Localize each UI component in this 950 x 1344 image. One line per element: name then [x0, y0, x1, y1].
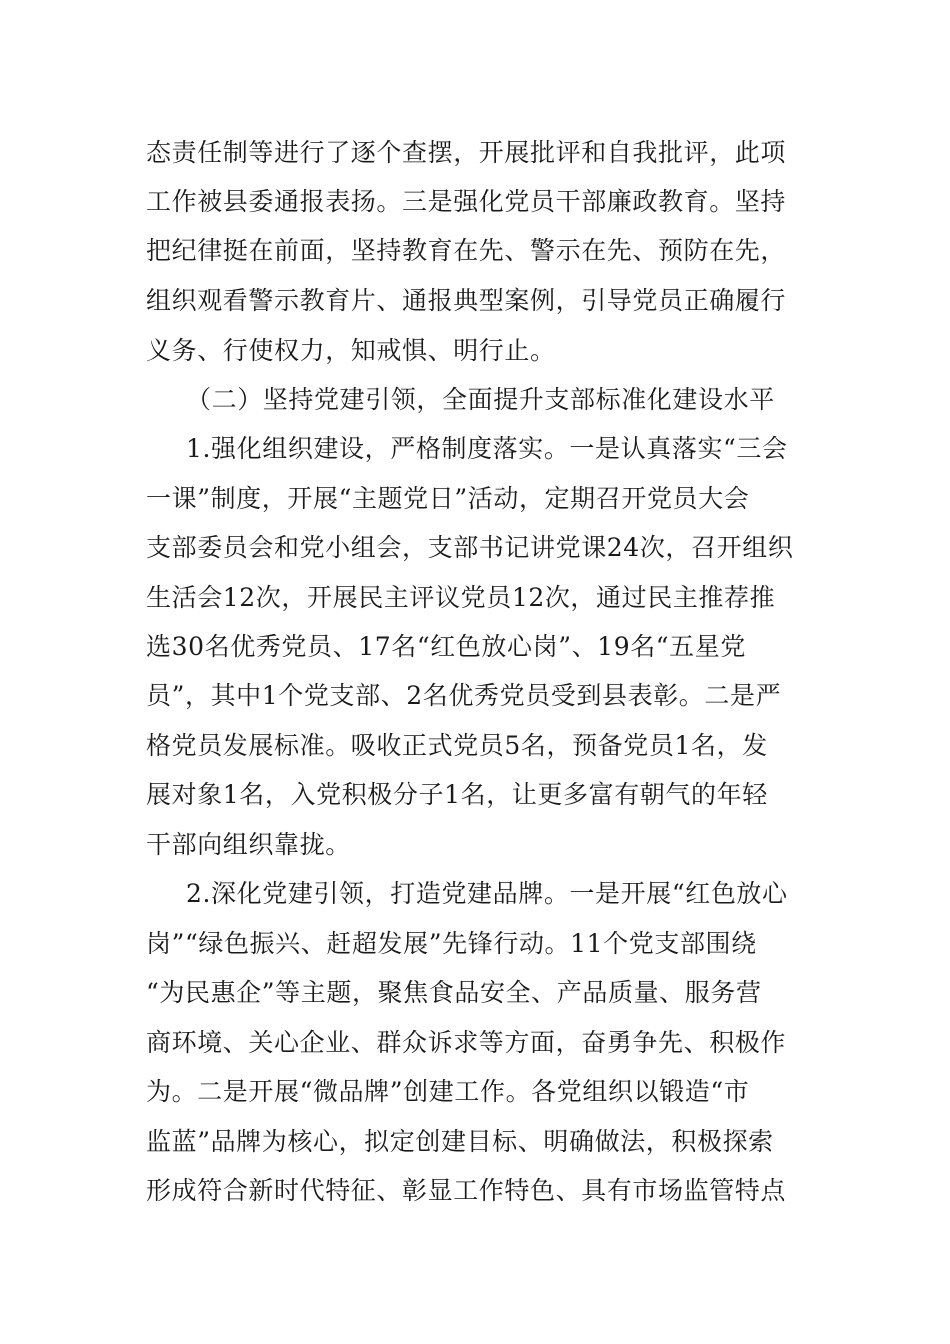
text-line: 选30名优秀党员、17名“红色放心岗”、19名“五星党	[146, 632, 746, 661]
text-line: “为民惠企”等主题，聚焦食品安全、产品质量、服务营	[146, 978, 762, 1007]
section-heading: （二）坚持党建引领，全面提升支部标准化建设水平	[186, 385, 775, 414]
text-line: 工作被县委通报表扬。三是强化党员干部廉政教育。坚持	[146, 187, 787, 216]
paragraph-start: 2.深化党建引领，打造党建品牌。一是开展“红色放心	[186, 879, 788, 908]
text-line: 一课”制度，开展“主题党日”活动，定期召开党员大会	[146, 484, 750, 513]
text-line: 岗”“绿色振兴、赶超发展”先锋行动。11个党支部围绕	[146, 929, 757, 958]
text-line: 格党员发展标准。吸收正式党员5名，预备党员1名，发	[146, 731, 768, 760]
text-line: 把纪律挺在前面，坚持教育在先、警示在先、预防在先，	[146, 236, 787, 265]
text-line: 形成符合新时代特征、彰显工作特色、具有市场监管特点	[146, 1176, 787, 1205]
text-line: 展对象1名，入党积极分子1名，让更多富有朝气的年轻	[146, 780, 768, 809]
text-line: 组织观看警示教育片、通报典型案例，引导党员正确履行	[146, 286, 787, 315]
text-line: 态责任制等进行了逐个查摆，开展批评和自我批评，此项	[146, 138, 787, 167]
text-line: 为。二是开展“微品牌”创建工作。各党组织以锻造“市	[146, 1077, 750, 1106]
text-line: 商环境、关心企业、群众诉求等方面，奋勇争先、积极作	[146, 1028, 787, 1057]
text-line: 员”，其中1个党支部、2名优秀党员受到县表彰。二是严	[146, 681, 782, 710]
paragraph-start: 1.强化组织建设，严格制度落实。一是认真落实“三会	[186, 434, 788, 463]
text-line: 生活会12次，开展民主评议党员12次，通过民主推荐推	[146, 583, 776, 612]
text-line: 义务、行使权力，知戒惧、明行止。	[146, 336, 556, 365]
text-line: 监蓝”品牌为核心，拟定创建目标、明确做法，积极探索	[146, 1127, 774, 1156]
text-line: 支部委员会和党小组会，支部书记讲党课24次，召开组织	[146, 533, 794, 562]
text-line: 干部向组织靠拢。	[146, 830, 351, 859]
